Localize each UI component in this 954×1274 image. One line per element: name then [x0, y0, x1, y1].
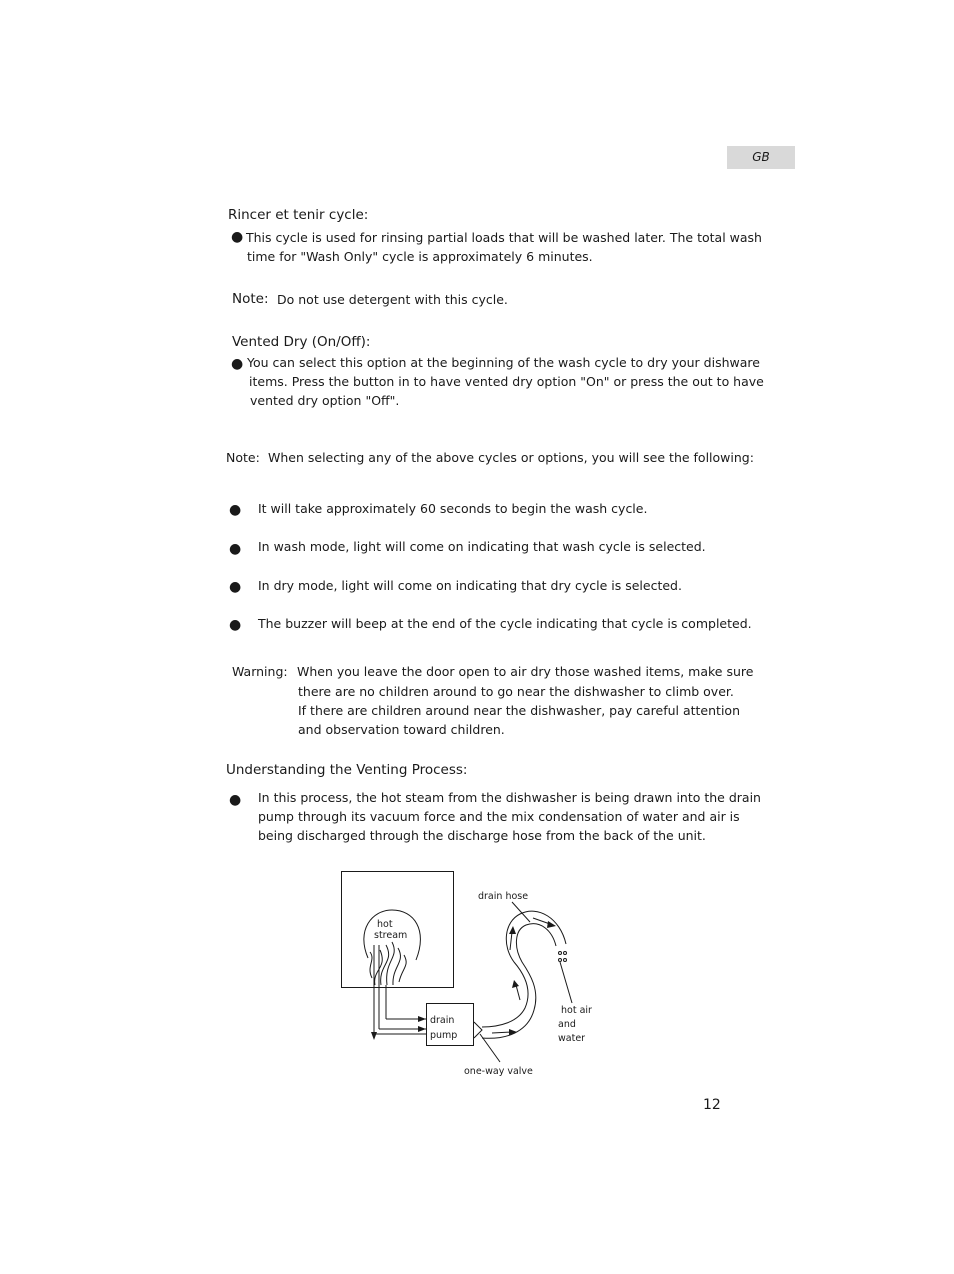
warning-line3: If there are children around near the dishwasher, pay careful attention — [298, 703, 740, 718]
rinse-hold-line2: time for "Wash Only" cycle is approximately 6 minutes. — [247, 249, 593, 264]
note2-text: When selecting any of the above cycles or options, you will see the following: — [268, 450, 754, 465]
bullet-dot: ● — [229, 617, 242, 633]
bullet-dot: ● — [229, 792, 242, 808]
label-drain: drain — [430, 1015, 455, 1026]
language-tab-label: GB — [752, 150, 770, 164]
label-hot-air: hot air — [561, 1005, 592, 1016]
label-one-way-valve: one-way valve — [464, 1066, 533, 1077]
bullet-dot: ● — [229, 541, 242, 557]
bullet-dot: ● — [229, 579, 242, 595]
label-hot: hot — [377, 919, 393, 930]
rinse-hold-heading: Rincer et tenir cycle: — [228, 207, 369, 223]
label-stream: stream — [374, 930, 408, 941]
list-item: In dry mode, light will come on indicating that dry cycle is selected. — [258, 578, 682, 593]
label-water: water — [558, 1033, 586, 1044]
warning-label: Warning: — [232, 664, 288, 679]
label-drain-hose: drain hose — [478, 891, 529, 902]
vented-dry-line1: You can select this option at the beginning of the wash cycle to dry your dishware — [247, 355, 760, 370]
note1-label: Note: — [232, 291, 269, 307]
list-item: It will take approximately 60 seconds to begin the wash cycle. — [258, 501, 648, 516]
warning-line4: and observation toward children. — [298, 722, 505, 737]
note1-text: Do not use detergent with this cycle. — [277, 292, 508, 307]
venting-line3: being discharged through the discharge hose from the back of the unit. — [258, 828, 706, 843]
vented-dry-heading: Vented Dry (On/Off): — [232, 334, 371, 350]
venting-line1: In this process, the hot steam from the dishwasher is being drawn into the drain — [258, 790, 761, 805]
rinse-hold-line1: This cycle is used for rinsing partial loads that will be washed later. The total wash — [246, 230, 762, 245]
bullet-dot: ● — [229, 502, 242, 518]
venting-heading: Understanding the Venting Process: — [226, 762, 468, 778]
bullet-dot: ● — [231, 356, 244, 372]
bullet-dot: ● — [231, 229, 244, 245]
page-number: 12 — [703, 1097, 721, 1113]
label-pump: pump — [430, 1030, 458, 1041]
label-and: and — [558, 1019, 576, 1030]
note2-label: Note: — [226, 450, 260, 465]
list-item: The buzzer will beep at the end of the cycle indicating that cycle is completed. — [258, 616, 752, 631]
venting-line2: pump through its vacuum force and the mix condensation of water and air is — [258, 809, 740, 824]
vented-dry-line2: items. Press the button in to have vented dry option "On" or press the out to have — [249, 374, 764, 389]
vented-dry-line3: vented dry option "Off". — [250, 393, 400, 408]
warning-line2: there are no children around to go near the dishwasher to climb over. — [298, 684, 734, 699]
list-item: In wash mode, light will come on indicating that wash cycle is selected. — [258, 539, 706, 554]
warning-line1: When you leave the door open to air dry those washed items, make sure — [297, 664, 754, 679]
